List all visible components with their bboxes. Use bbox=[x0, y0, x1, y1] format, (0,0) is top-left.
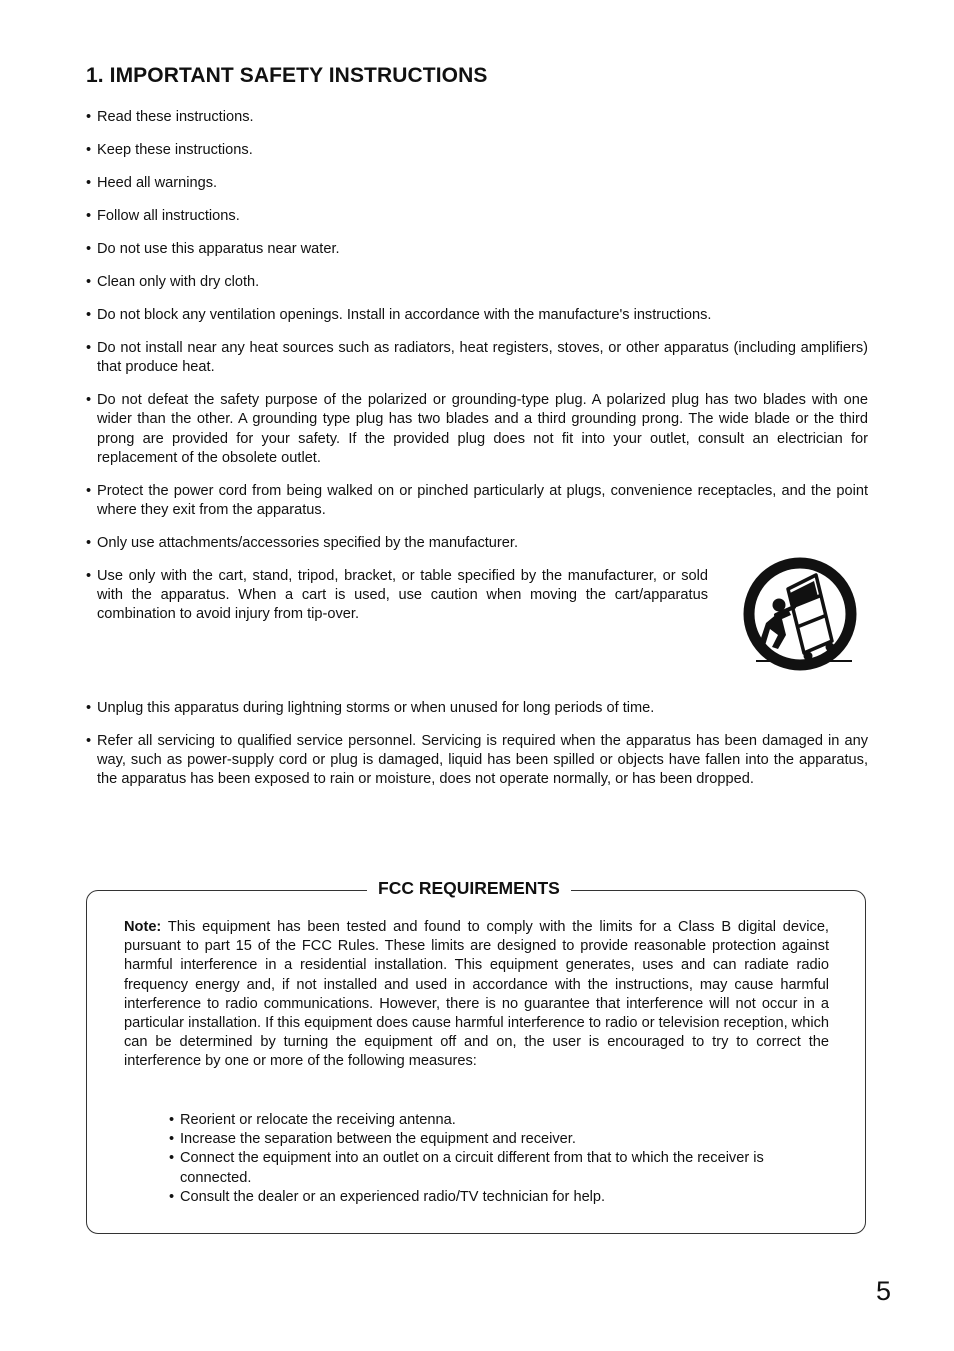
instruction-text: Clean only with dry cloth. bbox=[97, 274, 260, 290]
list-item bbox=[86, 339, 868, 377]
list-item bbox=[86, 108, 868, 127]
instruction-text: Do not block any ventilation openings. Install in accordance with the manufacture's instructions. bbox=[97, 307, 712, 323]
bullet: • bbox=[86, 208, 92, 224]
list-item bbox=[86, 732, 868, 790]
instruction-text: Do not install near any heat sources such as radiators, heat registers, stoves, or other apparatus (including amplifiers) that produce heat. bbox=[97, 340, 868, 376]
instruction-text: Follow all instructions. bbox=[97, 208, 240, 224]
instruction-text: Only use attachments/accessories specified by the manufacturer. bbox=[97, 535, 518, 552]
instruction-text: Unplug this apparatus during lightning storms or when unused for long periods of time. bbox=[97, 699, 655, 716]
bullet: • bbox=[86, 175, 92, 191]
page-number: 5 bbox=[876, 1276, 892, 1306]
bullet: • bbox=[86, 482, 92, 499]
note-text: This equipment has been tested and found to comply with the limits for a Class B digital device, pursuant to part 15 of the FCC Rules. These limits are designed to provide reasonable protection against harmful interference in a residential installation. This equipment generates, uses and can radiate radio frequency energy and, if not installed and used in accordance with the instructions, may cause harmful interference to radio communications. However, there is no guarantee that interference will not occur in a particular installation. If this equipment does cause harmful interference to radio or television reception, which can be determined by turning the equipment off and on, the user is encouraged to try to correct the interference by one or more of the following measures: bbox=[124, 919, 829, 1070]
list-item bbox=[86, 567, 708, 625]
bullet: • bbox=[86, 142, 92, 158]
bullet: • bbox=[86, 392, 92, 409]
measure-text: Connect the equipment into an outlet on a circuit different from that to which the receiver is connected. bbox=[180, 1150, 764, 1186]
instruction-text: Protect the power cord from being walked on or pinched particularly at plugs, convenience receptacles, and the point where they exit from the apparatus. bbox=[97, 482, 868, 519]
bullet: • bbox=[86, 699, 92, 716]
bullet: • bbox=[169, 1150, 175, 1167]
list-item bbox=[169, 1188, 829, 1207]
measure-text: Reorient or relocate the receiving antenna. bbox=[180, 1112, 456, 1128]
instruction-text: Heed all warnings. bbox=[97, 175, 218, 191]
bullet: • bbox=[86, 109, 92, 125]
list-item bbox=[86, 174, 868, 193]
bullet: • bbox=[86, 568, 92, 585]
bullet: • bbox=[86, 535, 92, 552]
instruction-text: Refer all servicing to qualified service personnel. Servicing is required when the apparatus has been damaged in any way, such as power-supply cord or plug is damaged, liquid has been spilled or objects have fallen into the apparatus, the apparatus has been exposed to rain or moisture, does not operate normally, or has been dropped. bbox=[97, 732, 868, 788]
list-item bbox=[86, 141, 868, 160]
list-item bbox=[169, 1130, 829, 1149]
list-item bbox=[86, 306, 868, 325]
note-label: Note: bbox=[124, 919, 162, 935]
bullet: • bbox=[169, 1112, 175, 1128]
instruction-text: Read these instructions. bbox=[97, 109, 254, 125]
instruction-text: Use only with the cart, stand, tripod, bracket, or table specified by the manufacturer, or sold with the apparatus. When a cart is used, use caution when moving the cart/apparatus combination to avoid injury from tip-over. bbox=[97, 568, 708, 623]
instruction-text: Do not use this apparatus near water. bbox=[97, 241, 340, 257]
measure-text: Increase the separation between the equipment and receiver. bbox=[180, 1131, 576, 1148]
list-item bbox=[86, 699, 868, 718]
instruction-text: Do not defeat the safety purpose of the polarized or grounding-type plug. A polarized plug has two blades with one wider than the other. A grounding type plug has two blades and a third grounding prong. The wide blade or the third prong are provided for your safety. If the provided plug does not fit into your outlet, consult an electrician for replacement of the obsolete outlet. bbox=[97, 392, 868, 466]
list-item bbox=[86, 207, 868, 226]
cart-tip-over-warning-icon bbox=[742, 557, 858, 671]
list-item bbox=[86, 391, 868, 468]
bullet: • bbox=[86, 307, 92, 323]
list-item bbox=[86, 482, 868, 520]
list-item bbox=[169, 1149, 829, 1187]
measure-text: Consult the dealer or an experienced radio/TV technician for help. bbox=[180, 1188, 606, 1205]
page-title: 1. IMPORTANT SAFETY INSTRUCTIONS bbox=[86, 64, 488, 87]
fcc-note bbox=[124, 918, 829, 1072]
fcc-heading: FCC REQUIREMENTS bbox=[367, 878, 571, 899]
list-item bbox=[86, 273, 868, 292]
fcc-measures-list bbox=[169, 1111, 829, 1207]
bullet: • bbox=[169, 1131, 175, 1148]
instruction-text: Keep these instructions. bbox=[97, 142, 253, 158]
bullet: • bbox=[169, 1188, 175, 1205]
list-item bbox=[169, 1111, 829, 1130]
bullet: • bbox=[86, 241, 92, 257]
list-item bbox=[86, 240, 868, 259]
bullet: • bbox=[86, 732, 92, 749]
bullet: • bbox=[86, 340, 92, 356]
bullet: • bbox=[86, 274, 92, 290]
safety-instructions-list bbox=[86, 108, 868, 803]
list-item bbox=[86, 534, 868, 553]
